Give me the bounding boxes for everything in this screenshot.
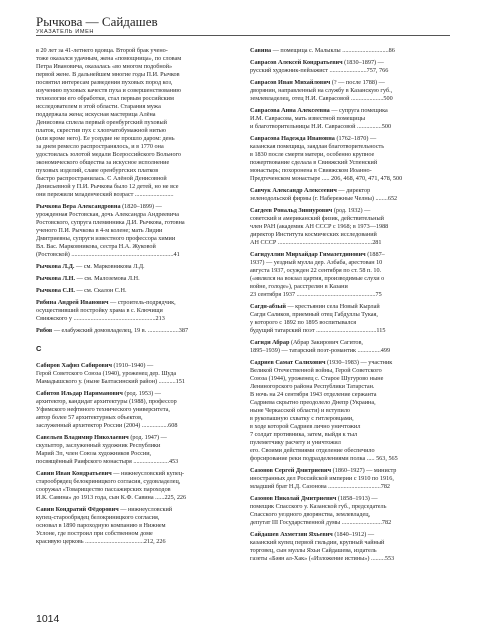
index-entry — [36, 263, 236, 271]
entry-headword: Рычкова Л.Д. — [36, 263, 75, 270]
entry-line: Рычкова Вера Александровна (1820–1899) — — [36, 203, 162, 210]
entry-line: («являлся на вокзал цартия, производимые слухи о — [250, 275, 385, 282]
entry-line: Сабитов Ильдар Нариманович (род. 1953) — — [36, 390, 161, 397]
entry-headword: Сазонов Николай Дмитриевич — [250, 495, 337, 502]
entry-line: Сагдеев Рональд Зиннурович (род. 1932) — — [250, 207, 371, 214]
entry-line: технологии его обработки, стал первым российским — [36, 95, 174, 102]
index-entry — [36, 47, 236, 199]
entry-line: красивую церковь ......................................212, 226 — [36, 538, 166, 545]
entry-line: Герой Советского Союза (1940), уроженец дер. Шуда — [36, 370, 177, 377]
entry-line: форсирование реки подразделениями полка ..... 563, 565 — [250, 455, 398, 462]
page-number: 1014 — [36, 613, 60, 625]
entry-line: помещик Спасского у. Казанской губ., председатель — [250, 503, 387, 510]
entry-line: первой жене. В дальнейшем многие годы П.И. Рычков — [36, 71, 180, 78]
entry-line: Ростовского, супруга племянника Д.И. Рычкова, готовна — [36, 219, 185, 226]
entry-line: они пережили младенческий возраст ......................... — [36, 191, 174, 198]
index-entry — [250, 107, 450, 131]
entry-line: 7 солдат противника, затем, выйдя к тыл — [250, 431, 358, 438]
entry-line: Услоне, где построил при собственном доме — [36, 530, 153, 537]
index-entry — [250, 207, 450, 247]
entry-headword: Савина — [250, 47, 272, 54]
entry-line: Саврасова Анна Алексеевна — супруга помещика — [250, 107, 388, 114]
entry-headword: Савельев Владимир Николаевич — [36, 434, 129, 441]
entry-line: старообрядец белокриницкого согласия, судовладелец, — [36, 478, 181, 485]
entry-line: сооружал «Товарищество пассажирских пароходов — [36, 486, 171, 493]
index-entry — [36, 275, 236, 283]
entry-line: (или кроме него). Ее усердие не прошло даром: день — [36, 135, 175, 142]
page-header — [36, 14, 450, 36]
entry-line: иностранных дел Российской империи с 1910 по 1916, — [250, 475, 394, 482]
entry-headword: Савин Иван Кондратьевич — [36, 470, 112, 477]
entry-line: 1895–1939) — татарский поэт-романтик ...............499 — [250, 347, 391, 354]
entry-line: директор Института космических исследований — [250, 231, 377, 238]
entry-headword: Саврасова Надежда Ивановна — [250, 135, 335, 142]
entry-line: Савин Иван Кондратьевич — нижнеусловский купец- — [36, 470, 185, 477]
entry-line: Савин Кондратий Фёдорович — нижнеусловский — [36, 506, 173, 513]
entry-line: Петра Ивановича, оказалась «во многом подобной» — [36, 63, 173, 70]
index-entry — [250, 59, 450, 75]
index-entry — [250, 187, 450, 203]
entry-headword: Сагдеев Рональд Зиннурович — [250, 207, 333, 214]
entry-line: исследователем в этой области. Старания мужа — [36, 103, 161, 110]
entry-line: Садриев Самат Салихович (1930–1983) — участник — [250, 359, 393, 366]
index-entry — [250, 47, 450, 55]
entry-line: Вл. Вас. Марковникова, сестра Н.А. Жуковой — [36, 243, 156, 250]
index-entry — [250, 359, 450, 463]
index-entry — [36, 299, 236, 323]
entry-line: газеты «Бәян ал-Хак» («Изложение истины») .........553 — [250, 555, 395, 562]
entry-line: скульптор, заслуженный художник Республики — [36, 442, 161, 449]
entry-line: Рычкова С.Н. — см. Скалон С.Н. — [36, 287, 127, 294]
left-column — [36, 47, 236, 550]
entry-line: член РАН (академик АН СССР с 1968; в 1973—1988 — [250, 223, 389, 230]
entry-line: Дмитриевны, супруги известного профессора химии — [36, 235, 176, 242]
entry-line: посвящённый Раифского монастыря .......................453 — [36, 458, 179, 465]
entry-line: И.К. Савина» до 1913 года, сын К.Ф. Савина ......225, 226 — [36, 494, 187, 501]
entry-line: Рябина Андрей Иванович — строитель-подрядчик, — [36, 299, 176, 306]
entry-line: Денисьевной у П.И. Рычкова было 12 детей, но не все — [36, 183, 179, 190]
index-entry — [250, 467, 450, 491]
entry-headword: Саврасов Алексей Кондратьевич — [250, 59, 343, 66]
entry-line: Рычкова Л.Н. — см. Малоземова Л.Н. — [36, 275, 140, 282]
entry-line: автор более 57 архитектурных объектов, — [36, 414, 143, 421]
entry-line: Саврасова Надежда Ивановна (1762–1870) — — [250, 135, 377, 142]
entry-line: Предтеченском монастыре ..... 206, 468, 470, 471, 478, 500 — [250, 175, 403, 182]
entry-headword: Сайдашев Ахметзян Яхьевич — [250, 531, 333, 538]
index-entry — [250, 339, 450, 355]
index-entry — [36, 470, 236, 502]
entry-headword: Садриев Самат Салихович — [250, 359, 326, 366]
entry-line: будущий татарский поэт .......................................115 — [250, 327, 386, 334]
entry-line: изучению пуховых качеств пуха и совершенствованию — [36, 87, 181, 94]
entry-line: Свияжского у .....................................................213 — [36, 315, 165, 322]
entry-line: поддержала жена; искусная мастерица Алёна — [36, 111, 156, 118]
entry-line: В ночь на 24 сентября 1943 отделение сержанта — [250, 391, 377, 398]
entry-line: зеленодольской фирмы (г. Набережные Челны) ........652 — [250, 195, 398, 202]
entry-line: тоже оказался удачным, жена «помощница», по словам — [36, 55, 182, 62]
index-entry — [250, 495, 450, 527]
entry-line: Лениногорского района Республики Татарстан. — [250, 383, 375, 390]
entry-line: Саврасов Иван Михайлович (? — после 1788) — — [250, 79, 385, 86]
entry-headword: Рычкова С.Н. — [36, 287, 75, 294]
entry-line: удостоилась золотой медали Всероссийского Вольного — [36, 151, 182, 158]
entry-line: АН СССР .............................................................281 — [250, 239, 382, 246]
entry-line: Сайдашев Ахметзян Яхьевич (1840–1912) — — [250, 531, 375, 538]
entry-headword: Сагидуллин Мирхайдар Гимазетдинович — [250, 251, 366, 258]
entry-line: войне, голоде»), расстрелян в Казани — [250, 283, 348, 290]
entry-line: Сазонов Николай Дмитриевич (1858–1913) — — [250, 495, 378, 502]
entry-line: Уфимского нефтяного технического университета, — [36, 406, 170, 413]
entry-headword: Сабиров Хафиз Сабирович — [36, 362, 112, 369]
index-entry — [36, 506, 236, 546]
section-label: УКАЗАТЕЛЬ ИМЕН — [36, 29, 95, 35]
entry-line: в ходе которой Садриев лично уничтожил — [250, 423, 361, 430]
index-entry — [250, 251, 450, 299]
entry-line: и благотворительницы Н.И. Саврасовой ................500 — [250, 123, 392, 130]
entry-line: в 20 лет за 41-летнего вдовца. Второй брак учено- — [36, 47, 168, 54]
entry-line: Мамадышского у. (ныне Балтасинский район) ...........151 — [36, 378, 185, 385]
entry-line: Сагдн-абзый — крестьянин села Новый Кырлай — [250, 303, 380, 310]
index-entry — [250, 135, 450, 183]
entry-line: Савчук Александр Алексеевич — директор — [250, 187, 371, 194]
entry-line: Садриева скрытно преодолело Днепр (Украина, — [250, 399, 376, 406]
entry-line: основал в 1890 пароходную компанию в Нижнем — [36, 522, 166, 529]
index-entry — [250, 531, 450, 563]
entry-headword: Савчук Александр Алексеевич — [250, 187, 337, 194]
index-entry — [36, 287, 236, 295]
index-entry — [36, 327, 236, 335]
entry-line: экономического общества за искусное исполнение — [36, 159, 170, 166]
right-column — [250, 47, 450, 567]
entry-line: у которого с 1892 по 1895 воспитывался — [250, 319, 357, 326]
entry-line: за днем ремесло распространялось, и в 1770 она — [36, 143, 164, 150]
entry-line: казанский купец первой гильдии, крупный чайный — [250, 539, 385, 546]
entry-headword: Савин Кондратий Фёдорович — [36, 506, 119, 513]
entry-line: быстро распространилась. С Алёной Денисовной — [36, 175, 167, 182]
entry-line: советский и американский физик, действительный — [250, 215, 384, 222]
entry-line: посвятил интересам разведения пуховых пород коз, — [36, 79, 173, 86]
entry-line: (Ростовской) ..................................................................41 — [36, 251, 180, 258]
entry-line: Союза (1944), уроженец с. Старое Шугурово ныне — [250, 375, 384, 382]
entry-line: в 1830 после смерти матери, особенно крупное — [250, 151, 375, 158]
index-entry — [36, 362, 236, 386]
entry-line: Савельев Владимир Николаевич (род. 1947) — — [36, 434, 167, 441]
entry-headword: Саврасов Иван Михайлович — [250, 79, 331, 86]
header-rule — [36, 35, 450, 36]
entry-line: Денисовна сплела первый оренбургский пуховый — [36, 119, 167, 126]
entry-headword: Рябов — [36, 327, 53, 334]
entry-headword: Саврасова Анна Алексеевна — [250, 107, 330, 114]
entry-line: торговец, сын муллы Яхьи Сайдашева, издатель — [250, 547, 377, 554]
entry-line: Сагидуллин Мирхайдар Гимазетдинович (1887– — [250, 251, 385, 258]
entry-line: землевладелец, отец Н.И. Саврасовой .....................500 — [250, 95, 393, 102]
entry-line: Сагиди Абрар (Абрар Закирович Сагитов, — [250, 339, 363, 346]
index-entry — [250, 79, 450, 103]
entry-line: Великой Отечественной войны, Герой Советского — [250, 367, 382, 374]
entry-headword: Рычкова Вера Александровна — [36, 203, 121, 210]
entry-headword: Сабитов Ильдар Нариманович — [36, 390, 123, 397]
entry-line: в рукопашную схватку с гитлеровцами, — [250, 415, 354, 422]
entry-line: ученого П.И. Рычкова в 4-м колене; мать Лидии — [36, 227, 163, 234]
index-entry — [36, 390, 236, 430]
running-head: Рычкова — Сайдашев — [36, 14, 158, 29]
entry-line: пуховых изделий, славе оренбургских платков — [36, 167, 159, 174]
entry-line: августа 1937, осужден 22 сентября по ст. 58 п. 10. — [250, 267, 382, 274]
entry-line: пожертвование сделала в Свияжский Успенский — [250, 159, 378, 166]
entry-line: дворянин, направленный на службу в Казанскую губ., — [250, 87, 393, 94]
index-entry — [250, 303, 450, 335]
entry-line: Саврасов Алексей Кондратьевич (1830–1897) — — [250, 59, 384, 66]
entry-line: Сабиров Хафиз Сабирович (1910–1940) — — [36, 362, 154, 369]
entry-line: младший брат Н.Д. Сазонова ..................................782 — [250, 483, 391, 490]
entry-headword: Рычкова Л.Н. — [36, 275, 76, 282]
entry-headword: Рябина Андрей Иванович — [36, 299, 109, 306]
entry-line: осуществивший постройку храма в с. Ключищи — [36, 307, 163, 314]
entry-line: Сагди Саликов, приемный отец Габдуллы Тукая, — [250, 311, 378, 318]
index-entry — [36, 203, 236, 259]
entry-line: казанская помещица, заядлая благотворительность — [250, 143, 385, 150]
entry-line: 23 сентября 1937 ...................................................75 — [250, 291, 382, 298]
entry-line: платок, скрестив пух с хлопчатобумажной нитью — [36, 127, 166, 134]
entry-line: 1937) — уездный мулла дер. Азбаба, арестован 10 — [250, 259, 383, 266]
entry-line: Рябов — елабужский домовладелец, 19 в. ....................387 — [36, 327, 189, 334]
entry-line: урожденная Ростовская, дочь Александра Андреевича — [36, 211, 180, 218]
section-letter: С — [36, 344, 42, 353]
entry-line: ныне Черкасской области) и вступило — [250, 407, 351, 414]
entry-headword: Сазонов Сергей Дмитриевич — [250, 467, 332, 474]
entry-line: его. Своими действиями отделение обеспечило — [250, 447, 375, 454]
index-entry — [36, 434, 236, 466]
entry-headword: Сагдн-абзый — [250, 303, 286, 310]
entry-line: архитектор, кандидат архитектуры (1988), профессор — [36, 398, 177, 405]
entry-line: Савина — помещица с. Малыклы ..............................86 — [250, 47, 395, 54]
entry-line: Марий Эл, член Союза художников России, — [36, 450, 152, 457]
entry-line: заслуженный архитектор России (2004) .................608 — [36, 422, 178, 429]
entry-line: монастырь; похоронена в Свияжском Иоанно- — [250, 167, 372, 174]
entry-line: депутат III Государственной думы ..........................782 — [250, 519, 392, 526]
entry-headword: Сагиди Абрар — [250, 339, 290, 346]
entry-line: И.М. Саврасова, мать известной помещицы — [250, 115, 366, 122]
entry-line: пулеметчику расчету и уничтожил — [250, 439, 341, 446]
entry-line: Рычкова Л.Д. — см. Марковникова Л.Д. — [36, 263, 145, 270]
entry-line: Сазонов Сергей Дмитриевич (1860–1927) — министр — [250, 467, 397, 474]
entry-line: купец-старообрядец белокриницкого согласия, — [36, 514, 160, 521]
entry-line: Спасского уездного дворянства, землевладец, — [250, 511, 371, 518]
entry-line: русский художник-пейзажист ........................757, 766 — [250, 67, 389, 74]
